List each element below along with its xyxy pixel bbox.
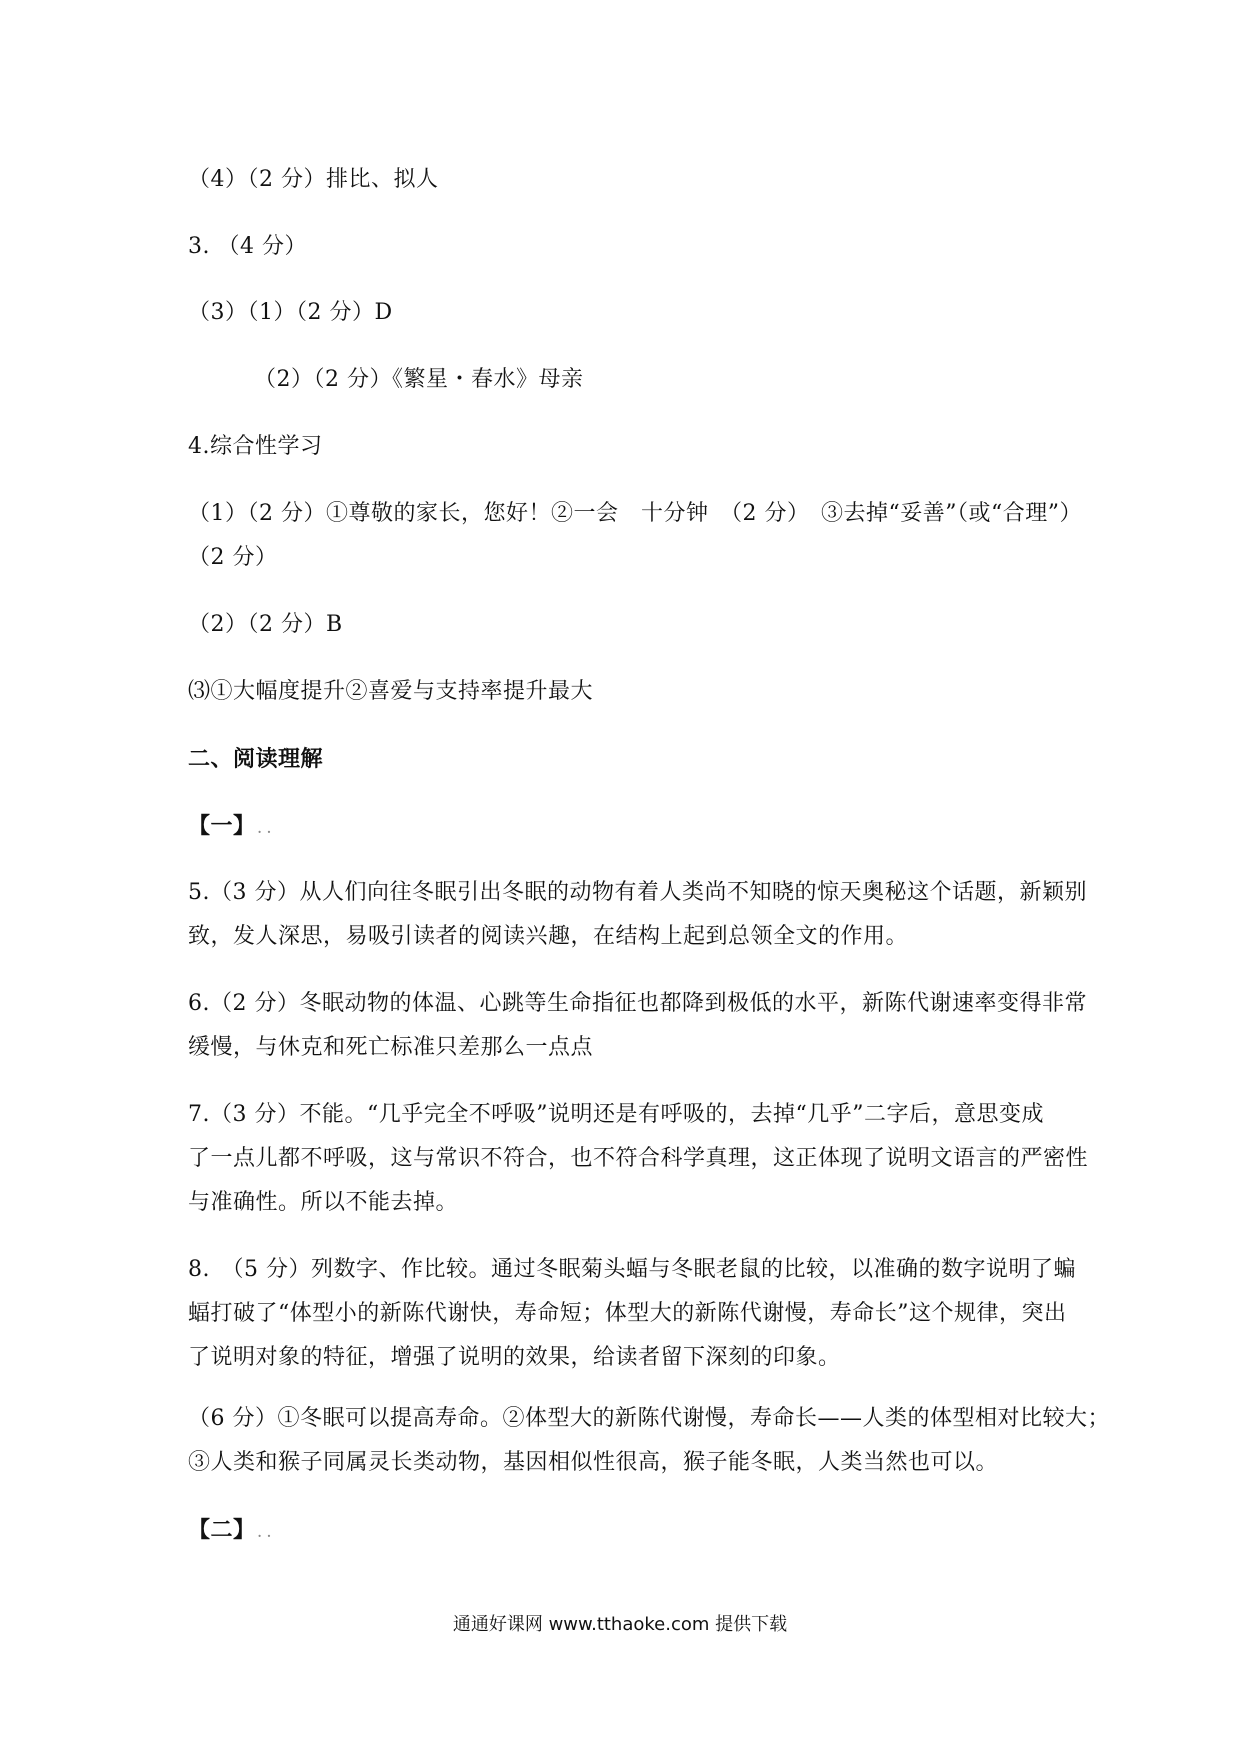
answer-8-line-3: 了说明对象的特征，增强了说明的效果，给读者留下深刻的印象。: [188, 1345, 841, 1370]
page-footer: 通通好课网 www.tthaoke.com 提供下载: [452, 1614, 788, 1635]
answer-5-line-2: 致，发人深思，易吸引读者的阅读兴趣，在结构上起到总领全文的作用。: [188, 924, 909, 949]
answer-6-line-2: 缓慢，与休克和死亡标准只差那么一点点: [188, 1035, 594, 1060]
section-heading-reading: 二、阅读理解: [188, 746, 324, 772]
answer-7-line-3: 与准确性。所以不能去掉。: [188, 1190, 459, 1215]
subsection-heading-2: 【二】 . .: [188, 1517, 272, 1543]
answer-6-line-1: 6.（2 分）冬眠动物的体温、心跳等生命指征也都降到极低的水平，新陈代谢速率变得非常: [188, 991, 1087, 1016]
dots-decoration: . .: [257, 822, 272, 836]
answer-9-line-1: （6 分）①冬眠可以提高寿命。②体型大的新陈代谢慢，寿命长——人类的体型相对比较大；: [188, 1406, 1110, 1431]
answer-8-line-2: 蝠打破了“体型小的新陈代谢快，寿命短；体型大的新陈代谢慢，寿命长”这个规律，突出: [188, 1301, 1067, 1326]
answer-7-line-2: 了一点儿都不呼吸，这与常识不符合，也不符合科学真理，这正体现了说明文语言的严密性: [188, 1146, 1089, 1171]
answer-line-4-2b: （2）（2 分）B: [188, 612, 343, 637]
answer-9-line-2: ③人类和猴子同属灵长类动物，基因相似性很高，猴子能冬眠，人类当然也可以。: [188, 1450, 999, 1475]
answer-8-line-1: 8. （5 分）列数字、作比较。通过冬眠菊头蝠与冬眠老鼠的比较，以准确的数字说明了蝙: [188, 1257, 1076, 1282]
answer-line-4-1: （1）（2 分）①尊敬的家长，您好！②一会 十分钟 （2 分） ③去掉“妥善”（或“合理”）: [188, 501, 1082, 526]
answer-line-3-1: （3）（1）（2 分）D: [188, 300, 393, 325]
question-3-header: 3. （4 分）: [188, 234, 307, 259]
question-4-header: 4.综合性学习: [188, 434, 323, 459]
answer-line-4-3: ⑶①大幅度提升②喜爱与支持率提升最大: [188, 679, 594, 704]
answer-7-line-1: 7.（3 分）不能。“几乎完全不呼吸”说明还是有呼吸的，去掉“几乎”二字后，意思变成: [188, 1102, 1044, 1127]
subsection-heading-1: 【一】 . .: [188, 813, 272, 839]
answer-line-4-2: （4）（2 分）排比、拟人: [188, 167, 439, 192]
answer-5-line-1: 5.（3 分）从人们向往冬眠引出冬眠的动物有着人类尚不知晓的惊天奥秘这个话题，新颖别: [188, 880, 1087, 905]
answer-line-3-2: （2）（2 分）《繁星・春水》母亲: [254, 367, 584, 392]
dots-decoration: . .: [257, 1526, 272, 1540]
answer-line-4-1-cont: （2 分）: [188, 545, 278, 570]
